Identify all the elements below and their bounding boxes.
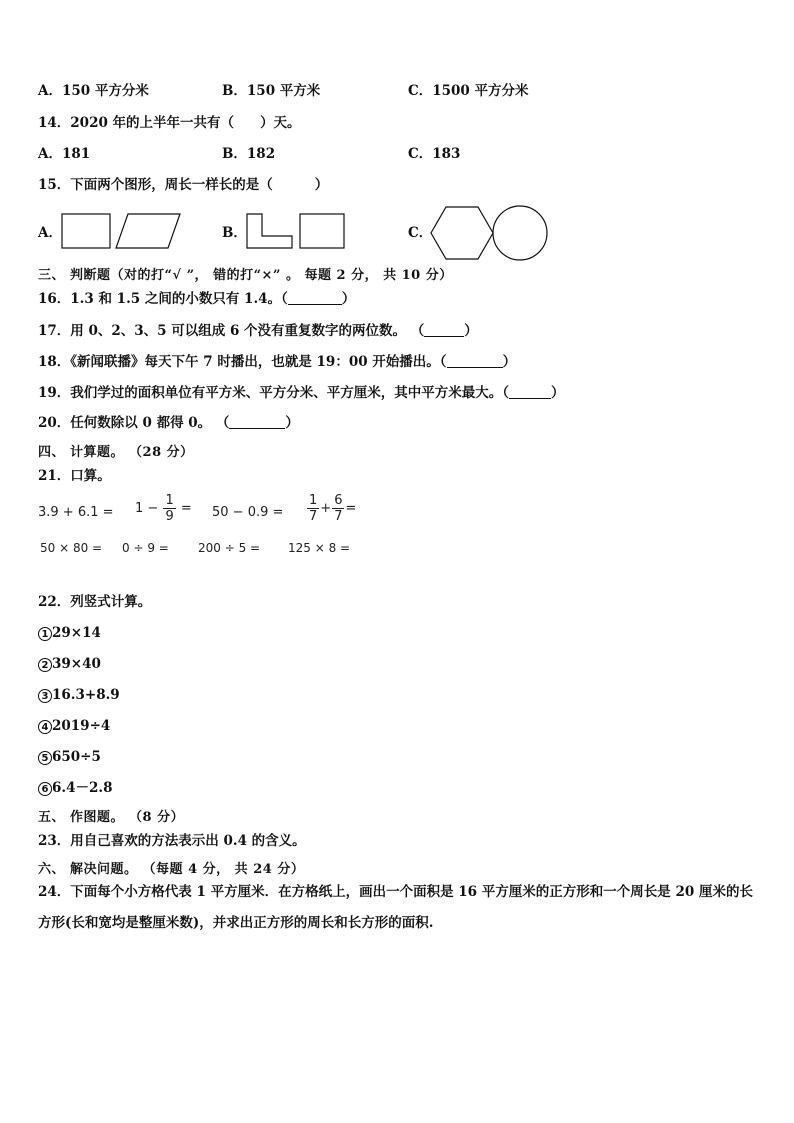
q21-title: 21．口算。 <box>38 468 111 484</box>
section6-title: 六、 解决问题。 （每题 4 分， 共 24 分） <box>38 862 305 877</box>
q16-statement: 16．1.3 和 1.5 之间的小数只有 1.4。（ ） <box>38 291 356 307</box>
oral-calc-6: 0 ÷ 9 = <box>122 541 169 555</box>
rectangle-shape <box>62 214 110 248</box>
fraction-six-sevenths: $\frac{6}{7}$ <box>334 493 343 524</box>
q14-option-b[interactable]: B．182 <box>222 146 276 162</box>
q22-item-6: 6 6.4－2.8 <box>38 779 112 797</box>
q22-item-1: 1 29×14 <box>38 624 101 642</box>
q18-statement: 18．《新闻联播》每天下午 7 时播出，也就是 19：00 开始播出。（ ） <box>38 354 517 370</box>
circle-shape <box>493 206 547 260</box>
oral-calc-8: 125 × 8 = <box>288 541 351 555</box>
q14-prefix: 14．2020 年的上半年一共有（ <box>38 115 235 131</box>
q20-statement: 20．任何数除以 0 都得 0。 （ ） <box>38 415 299 431</box>
oral-calc-7: 200 ÷ 5 = <box>198 541 261 555</box>
parallelogram-shape <box>116 214 180 248</box>
q13-option-b[interactable]: B．150 平方米 <box>222 83 321 99</box>
q15-option-c-label[interactable]: C． <box>408 225 433 241</box>
q22-title: 22．列竖式计算。 <box>38 594 152 610</box>
hexagon-shape <box>431 207 493 259</box>
section4-title: 四、 计算题。 （28 分） <box>38 445 194 460</box>
oral-calc-3: 50 − 0.9 = <box>212 505 284 520</box>
q20-answer-blank[interactable] <box>229 415 285 429</box>
q15-figures <box>0 200 794 270</box>
square-shape <box>300 214 344 248</box>
oral-calc-5: 50 × 80 = <box>40 541 103 555</box>
q16-answer-blank[interactable] <box>288 291 342 305</box>
q14-option-a[interactable]: A．181 <box>38 146 91 162</box>
q18-answer-blank[interactable] <box>447 354 503 368</box>
q19-answer-blank[interactable] <box>509 385 551 399</box>
l-shape <box>247 214 292 248</box>
q22-item-4: 4 2019÷4 <box>38 717 110 735</box>
q15-question <box>38 176 328 194</box>
q22-item-2: 2 39×40 <box>38 655 101 673</box>
q23-text: 23．用自己喜欢的方法表示出 0.4 的含义。 <box>38 833 306 849</box>
q17-answer-blank[interactable] <box>424 323 464 337</box>
q19-statement: 19．我们学过的面积单位有平方米、平方分米、平方厘米，其中平方米最大。（ ） <box>38 385 565 401</box>
q22-item-3: 3 16.3+8.9 <box>38 686 120 704</box>
q24-text: 24．下面每个小方格代表 1 平方厘米．在方格纸上，画出一个面积是 16 平方厘米的正方形和一个周长是 20 厘米的长方形(长和宽均是整厘米数)，并求出正方形的周长和长方形的面积. <box>38 884 753 931</box>
q17-statement: 17．用 0、2、3、5 可以组成 6 个没有重复数字的两位数。 （ ） <box>38 323 478 339</box>
section3-title: 三、 判断题（对的打“√ ”， 错的打“×” 。 每题 2 分， 共 10 分） <box>38 268 453 283</box>
oral-calc-4: $\frac{1}{7}$ + $\frac{6}{7}$ = <box>309 493 357 524</box>
fraction-one-seventh: $\frac{1}{7}$ <box>309 493 318 524</box>
q14-option-c[interactable]: C．183 <box>408 146 461 162</box>
oral-calc-2: 1 − $\frac{1}{9}$ = <box>135 493 192 524</box>
q15-option-b-label[interactable]: B． <box>222 225 247 241</box>
section5-title: 五、 作图题。 （8 分） <box>38 810 185 825</box>
q15-option-a-label[interactable]: A． <box>38 225 62 241</box>
fraction-one-ninth: $\frac{1}{9}$ <box>165 493 174 524</box>
q13-option-c[interactable]: C．1500 平方分米 <box>408 83 529 99</box>
q14-question <box>38 114 301 132</box>
q13-option-a[interactable]: A．150 平方分米 <box>38 83 149 99</box>
q22-item-5: 5 650÷5 <box>38 748 101 766</box>
q15-prefix: 15．下面两个图形，周长一样长的是（ <box>38 177 273 193</box>
oral-calc-1: 3.9 + 6.1 = <box>38 505 114 520</box>
q14-suffix: ）天。 <box>260 115 301 131</box>
q15-suffix: ） <box>314 177 329 193</box>
